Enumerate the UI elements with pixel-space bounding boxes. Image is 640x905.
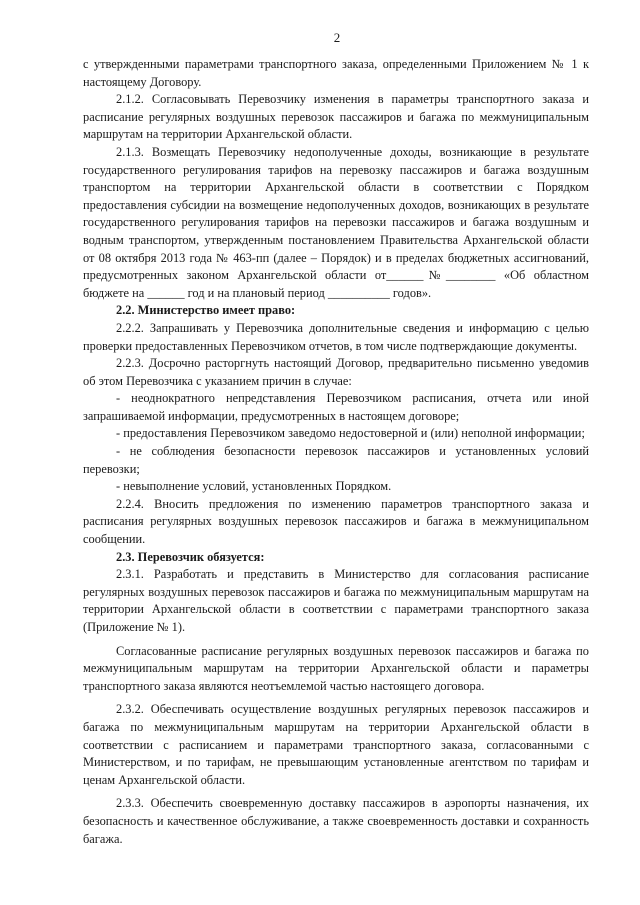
section-heading-2-3: 2.3. Перевозчик обязуется: xyxy=(116,549,265,564)
clause-2-3-2: 2.3.2. Обеспечивать осуществление воздушных регулярных перевозок пассажиров и багажа по межмуниципальным маршрутам на территории Архангельской области в соответствии с расписанием и параметрами транспортного заказа, согласованными с Министерством, и по тарифам, не превышающим установленные агентством по тарифам и ценам Архангельской области. xyxy=(83,702,589,787)
clause-2-3-3: 2.3.3. Обеспечить своевременную доставку пассажиров в аэропорты назначения, их безопасность и качественное обслуживание, а также своевременность доставки и сохранность багажа. xyxy=(83,796,589,846)
page-number: 2 xyxy=(333,30,341,45)
document-body xyxy=(83,56,589,848)
section-heading-2-2: 2.2. Министерство имеет право: xyxy=(116,303,296,318)
clause-2-2-3: 2.2.3. Досрочно расторгнуть настоящий Договор, предварительно письменно уведомив об этом Перевозчика с указанием причин в случае: xyxy=(83,356,589,388)
clause-2-2-2: 2.2.2. Запрашивать у Перевозчика дополнительные сведения и информацию с целью проверки предоставленных Перевозчиком отчетов, в том числе подтверждающие документы. xyxy=(83,320,589,353)
paragraph-continuation: с утвержденными параметрами транспортного заказа, определенными Приложением № 1 к настоящему Договору. xyxy=(83,57,589,89)
clause-2-1-2: 2.1.2. Согласовывать Перевозчику изменения в параметры транспортного заказа и расписание регулярных воздушных перевозок пассажиров и багажа по межмуниципальным маршрутам на территории Архангельской области. xyxy=(83,92,589,142)
list-item-nonsubmission: - неоднократного непредставления Перевозчиком расписания, отчета или иной запрашиваемой информации, предусмотренных в настоящем договоре; xyxy=(83,391,589,423)
clause-2-1-3: 2.1.3. Возмещать Перевозчику недополученные доходы, возникающие в результате государственного регулирования тарифов на перевозку пассажиров и багажа воздушным транспортом на территории Архангельской области в соответствии с Порядком предоставления субсидии на возмещение недополученных доходов, возникающих в результате государственного регулирования тарифов на перевозки пассажиров и багажа воздушным и водным транспортом, утвержденным постановлением Правительства Архангельской области от 08 октября 2013 года № 463-пп (далее – Порядок) и в пределах бюджетных ассигнований, предусмотренных законом Архангельской области от______№________ «Об областном бюджете на ______ год и на плановый период __________ годов». xyxy=(83,144,589,300)
list-item-false-info: - предоставления Перевозчиком заведомо недостоверной и (или) неполной информации; xyxy=(116,426,585,441)
list-item-safety: - не соблюдения безопасности перевозок пассажиров и установленных условий перевозки; xyxy=(83,444,589,476)
list-item-nonfulfillment: - невыполнение условий, установленных Порядком. xyxy=(116,479,392,494)
clause-2-3-1: 2.3.1. Разработать и представить в Министерство для согласования расписание регулярных воздушных перевозок пассажиров и багажа по межмуниципальным маршрутам на территории Архангельской области в соответствии с параметрами транспортного заказа (Приложение № 1). xyxy=(83,567,589,634)
paragraph-agreed-schedule: Согласованные расписание регулярных воздушных перевозок пассажиров и багажа по межмуниципальным маршрутам на территории Архангельской области и параметры транспортного заказа являются неотъемлемой частью настоящего договора. xyxy=(83,643,589,693)
clause-2-2-4: 2.2.4. Вносить предложения по изменению параметров транспортного заказа и расписания регулярных воздушных перевозок пассажиров и багажа в межмуниципальном сообщении. xyxy=(83,496,589,547)
